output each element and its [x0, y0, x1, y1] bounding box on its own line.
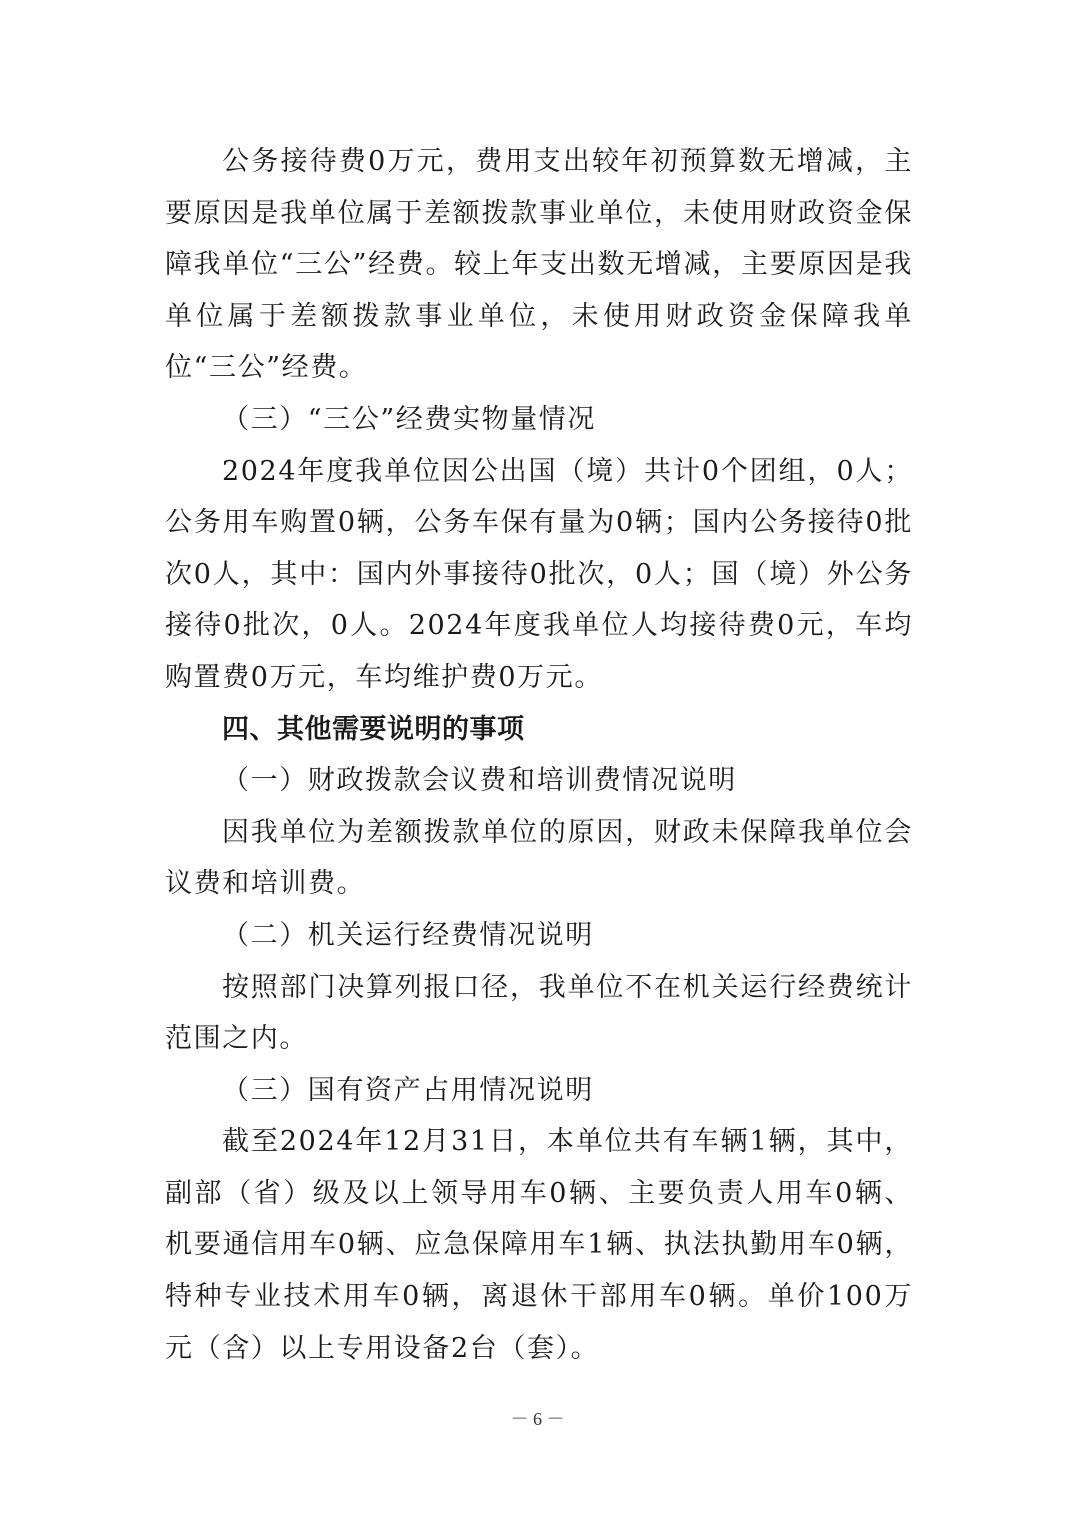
- paragraph-meeting-training: 因我单位为差额拨款单位的原因，财政未保障我单位会议费和培训费。: [165, 816, 913, 900]
- paragraph-physical-quantity: 2024年度我单位因公出国（境）共计0个团组，0人；公务用车购置0辆，公务车保有量为0辆；国内公务接待0批次0人，其中：国内外事接待0批次，0人；国（境）外公务接待0批次，0人。2024年度我单位人均接待费0元，车均购置费0万元，车均维护费0万元。: [165, 455, 913, 693]
- subheading-three-public-physical: （三）“三公”经费实物量情况: [222, 403, 597, 435]
- document-body: [165, 136, 913, 1374]
- subheading-state-assets: （三）国有资产占用情况说明: [222, 1074, 594, 1106]
- paragraph-state-assets: 截至2024年12月31日，本单位共有车辆1辆，其中，副部（省）级及以上领导用车0辆、主要负责人用车0辆、机要通信用车0辆、应急保障用车1辆、执法执勤用车0辆，特种专业技术用车0辆，离退休干部用车0辆。单价100万元（含）以上专用设备2台（套）。: [165, 1126, 913, 1364]
- heading-other-matters: 四、其他需要说明的事项: [222, 713, 525, 745]
- subheading-meeting-training: （一）财政拨款会议费和培训费情况说明: [222, 765, 737, 797]
- paragraph-reception-cost: 公务接待费0万元，费用支出较年初预算数无增减，主要原因是我单位属于差额拨款事业单位，未使用财政资金保障我单位“三公”经费。较上年支出数无增减，主要原因是我单位属于差额拨款事业单位，未使用财政资金保障我单位“三公”经费。: [165, 146, 913, 384]
- subheading-operating-expenses: （二）机关运行经费情况说明: [222, 919, 594, 951]
- page-number: － 6 －: [510, 1409, 565, 1429]
- paragraph-operating-expenses: 按照部门决算列报口径，我单位不在机关运行经费统计范围之内。: [165, 971, 913, 1055]
